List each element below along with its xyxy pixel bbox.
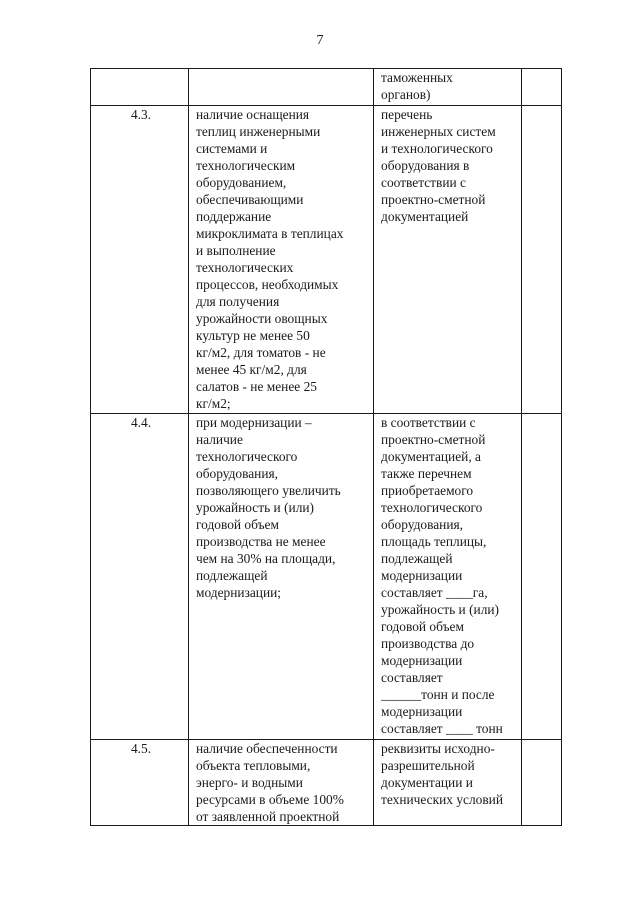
cell-text-line: документации и <box>381 775 473 790</box>
extra-cell <box>522 106 562 414</box>
cell-text-line: ресурсами в объеме 100% <box>196 792 344 807</box>
table-row <box>91 69 562 106</box>
table-body <box>91 69 562 826</box>
cell-text-line: ______тонн и после <box>381 687 495 702</box>
cell-text-line: документацией, а <box>381 449 481 464</box>
cell-text-line: составляет <box>381 670 443 685</box>
cell-text-line: составляет ____ тонн <box>381 721 503 736</box>
cell-text-line: обеспечивающими <box>196 192 304 207</box>
cell-text-line: реквизиты исходно- <box>381 741 495 756</box>
cell-text-line: годовой объем <box>196 517 279 532</box>
cell-text-line: технологических <box>196 260 294 275</box>
table-row <box>91 740 562 826</box>
item-number-cell: 4.5. <box>91 740 189 826</box>
cell-text-line: перечень <box>381 107 433 122</box>
cell-text-line: наличие оснащения <box>196 107 310 122</box>
cell-text-line: также перечнем <box>381 466 472 481</box>
cell-text-line: кг/м2; <box>196 396 231 411</box>
cell-text-line: теплиц инженерными <box>196 124 321 139</box>
item-number-cell: 4.3. <box>91 106 189 414</box>
document-cell <box>374 414 522 740</box>
cell-text-line: составляет ____га, <box>381 585 488 600</box>
document-cell <box>374 106 522 414</box>
cell-text-line: соответствии с <box>381 175 466 190</box>
item-number-cell: 4.4. <box>91 414 189 740</box>
cell-text-line: системами и <box>196 141 268 156</box>
document-cell <box>374 740 522 826</box>
cell-text-line: наличие обеспеченности <box>196 741 338 756</box>
cell-text-line: производства не менее <box>196 534 326 549</box>
cell-text-line: органов) <box>381 87 431 102</box>
cell-text-line: инженерных систем <box>381 124 496 139</box>
cell-text-line: позволяющего увеличить <box>196 483 341 498</box>
requirements-table <box>90 68 562 826</box>
cell-text-line: проектно-сметной <box>381 432 486 447</box>
cell-text-line: для получения <box>196 294 280 309</box>
cell-text-line: и выполнение <box>196 243 276 258</box>
requirement-cell <box>189 69 374 106</box>
cell-text-line: при модернизации – <box>196 415 312 430</box>
cell-text-line: документацией <box>381 209 469 224</box>
extra-cell <box>522 740 562 826</box>
cell-text-line: производства до <box>381 636 475 651</box>
extra-cell <box>522 414 562 740</box>
page-number: 7 <box>316 33 324 48</box>
document-cell <box>374 69 522 106</box>
cell-text-line: технологическим <box>196 158 296 173</box>
cell-text-line: процессов, необходимых <box>196 277 339 292</box>
cell-text-line: оборудованием, <box>196 175 287 190</box>
extra-cell <box>522 69 562 106</box>
cell-text-line: приобретаемого <box>381 483 474 498</box>
cell-text-line: модернизации <box>381 568 463 583</box>
cell-text-line: оборудования, <box>381 517 464 532</box>
cell-text-line: площадь теплицы, <box>381 534 487 549</box>
cell-text-line: и технологического <box>381 141 493 156</box>
requirement-cell <box>189 414 374 740</box>
cell-text-line: чем на 30% на площади, <box>196 551 336 566</box>
cell-text-line: технических условий <box>381 792 503 807</box>
cell-text-line: в соответствии с <box>381 415 476 430</box>
cell-text-line: салатов - не менее 25 <box>196 379 317 394</box>
cell-text-line: кг/м2, для томатов - не <box>196 345 326 360</box>
requirement-cell <box>189 740 374 826</box>
cell-text-line: микроклимата в теплицах <box>196 226 344 241</box>
table-row <box>91 414 562 740</box>
cell-text-line: менее 45 кг/м2, для <box>196 362 307 377</box>
table-row <box>91 106 562 414</box>
cell-text-line: подлежащей <box>196 568 268 583</box>
cell-text-line: поддержание <box>196 209 272 224</box>
requirement-cell <box>189 106 374 414</box>
cell-text-line: технологического <box>381 500 483 515</box>
cell-text-line: модернизации <box>381 704 463 719</box>
cell-text-line: технологического <box>196 449 298 464</box>
cell-text-line: разрешительной <box>381 758 475 773</box>
cell-text-line: энерго- и водными <box>196 775 303 790</box>
cell-text-line: объекта тепловыми, <box>196 758 311 773</box>
item-number-cell <box>91 69 189 106</box>
cell-text-line: урожайности овощных <box>196 311 328 326</box>
cell-text-line: подлежащей <box>381 551 453 566</box>
cell-text-line: проектно-сметной <box>381 192 486 207</box>
cell-text-line: оборудования в <box>381 158 470 173</box>
cell-text-line: от заявленной проектной <box>196 809 340 824</box>
cell-text-line: таможенных <box>381 70 453 85</box>
cell-text-line: годовой объем <box>381 619 464 634</box>
cell-text-line: культур не менее 50 <box>196 328 310 343</box>
cell-text-line: модернизации; <box>196 585 282 600</box>
cell-text-line: модернизации <box>381 653 463 668</box>
cell-text-line: наличие <box>196 432 243 447</box>
cell-text-line: урожайность и (или) <box>381 602 500 617</box>
cell-text-line: оборудования, <box>196 466 279 481</box>
cell-text-line: урожайность и (или) <box>196 500 315 515</box>
